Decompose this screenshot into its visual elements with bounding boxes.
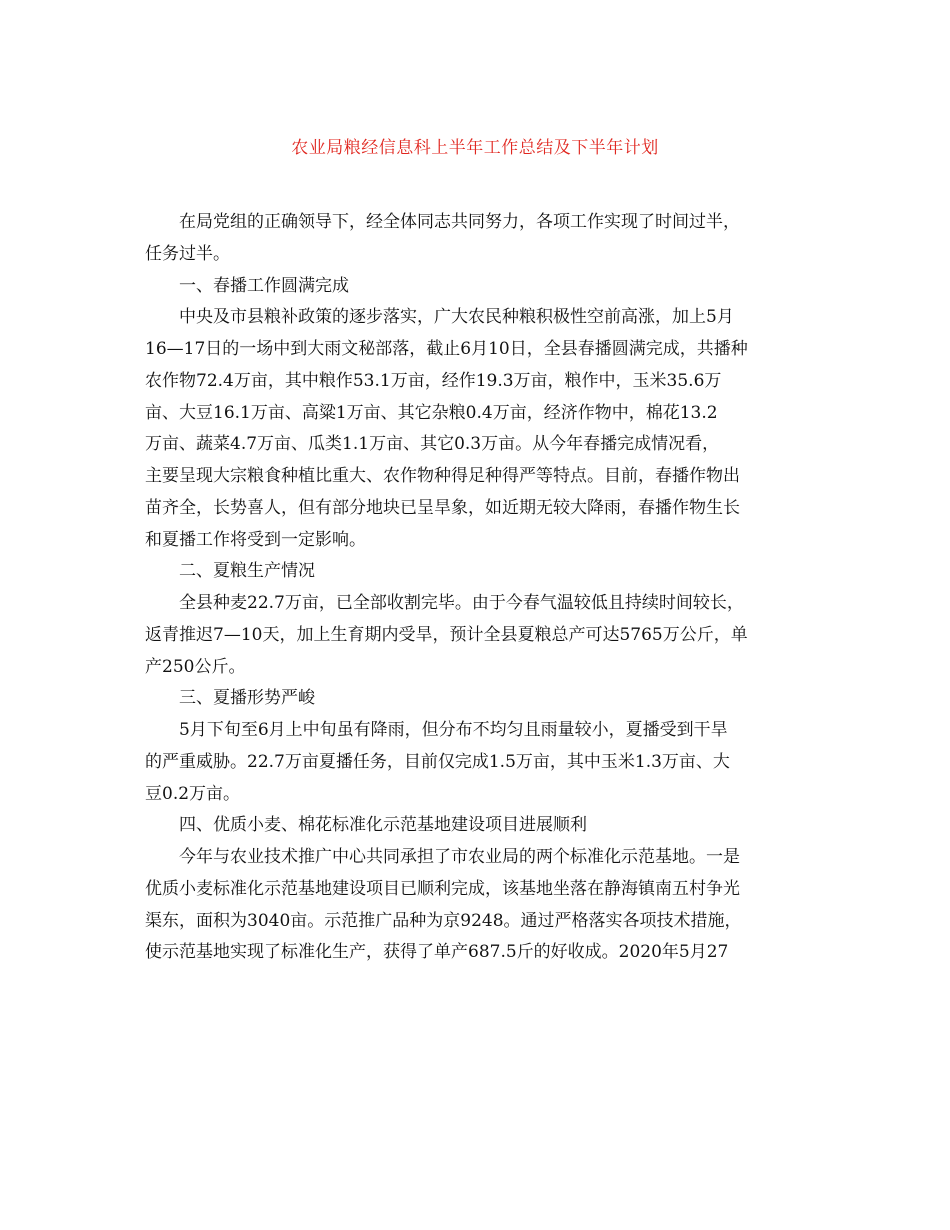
paragraph-line: 使示范基地实现了标准化生产，获得了单产687.5斤的好收成。2020年5月27 — [145, 942, 729, 963]
paragraph-line: 在局党组的正确领导下，经全体同志共同努力，各项工作实现了时间过半， — [179, 212, 740, 232]
paragraph-line: 5月下旬至6月上中旬虽有降雨，但分布不均匀且雨量较小，夏播受到干旱 — [179, 720, 728, 740]
section-heading: 一、春播工作圆满完成 — [179, 275, 349, 296]
section-heading: 四、优质小麦、棉花标准化示范基地建设项目进展顺利 — [179, 815, 587, 836]
paragraph-line: 返青推迟7—10天，加上生育期内受旱，预计全县夏粮总产可达5765万公斤，单 — [145, 624, 748, 645]
section-heading: 三、夏播形势严峻 — [179, 688, 315, 709]
paragraph-line: 渠东，面积为3040亩。示范推广品种为京9248。通过严格落实各项技术措施， — [145, 910, 742, 931]
section-heading: 二、夏粮生产情况 — [179, 561, 315, 582]
paragraph-line: 和夏播工作将受到一定影响。 — [145, 529, 366, 550]
paragraph-line: 16—17日的一场中到大雨文秘部落，截止6月10日，全县春播圆满完成，共播种 — [145, 339, 748, 359]
paragraph-line: 优质小麦标准化示范基地建设项目已顺利完成，该基地坐落在静海镇南五村争光 — [145, 878, 740, 899]
paragraph-line: 主要呈现大宗粮食种植比重大、农作物种得足种得严等特点。目前，春播作物出 — [145, 466, 740, 486]
paragraph-line: 亩、大豆16.1万亩、高粱1万亩、其它杂粮0.4万亩，经济作物中，棉花13.2 — [145, 402, 718, 423]
paragraph-line: 农作物72.4万亩，其中粮作53.1万亩，经作19.3万亩，粮作中，玉米35.6万 — [145, 370, 722, 391]
paragraph-line: 豆0.2万亩。 — [145, 783, 241, 804]
paragraph-line: 苗齐全，长势喜人，但有部分地块已呈旱象，如近期无较大降雨，春播作物生长 — [145, 497, 740, 518]
paragraph-line: 的严重威胁。22.7万亩夏播任务，目前仅完成1.5万亩，其中玉米1.3万亩、大 — [145, 751, 730, 772]
paragraph-line: 任务过半。 — [145, 243, 230, 264]
document-body — [145, 207, 810, 969]
document-title: 农业局粮经信息科上半年工作总结及下半年计划 — [291, 138, 659, 158]
paragraph-line: 万亩、蔬菜4.7万亩、瓜类1.1万亩、其它0.3万亩。从今年春播完成情况看， — [145, 434, 720, 455]
paragraph-line: 中央及市县粮补政策的逐步落实，广大农民种粮积极性空前高涨，加上5月 — [179, 307, 734, 328]
paragraph-line: 全县种麦22.7万亩，已全部收割完毕。由于今春气温较低且持续时间较长， — [179, 593, 744, 613]
paragraph-line: 产250公斤。 — [145, 656, 246, 677]
paragraph-line: 今年与农业技术推广中心共同承担了市农业局的两个标准化示范基地。一是 — [179, 847, 740, 867]
